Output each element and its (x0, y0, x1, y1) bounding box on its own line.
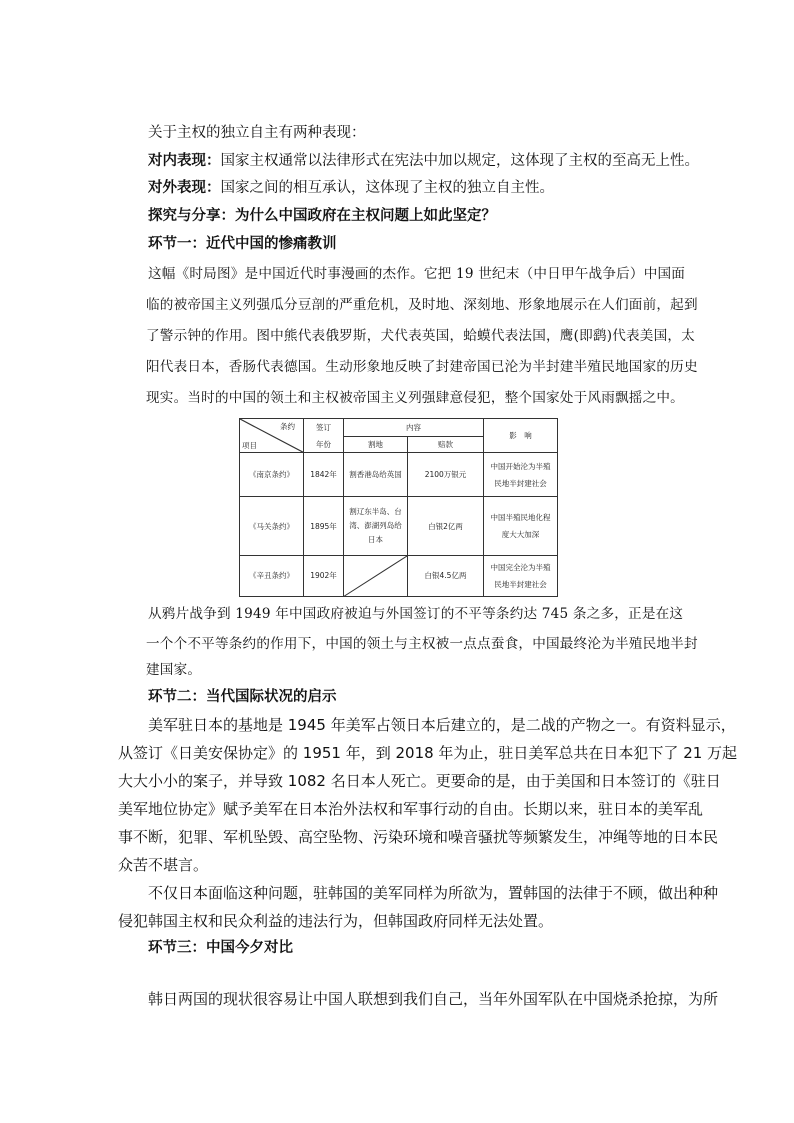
treaty-land-line: 日本 (368, 535, 383, 545)
section1-line-1: 这幅《时局图》是中国近代时事漫画的杰作。它把 19 世纪末（中日甲午战争后）中国面 (148, 266, 686, 282)
section1-line-5: 现实。当时的中国的领土和主权被帝国主义列强肆意侵犯，整个国家处于风雨飘摇之中。 (146, 390, 684, 406)
section3-title: 环节三：中国今夕对比 (148, 940, 293, 956)
outer-label: 对外表现： (148, 180, 221, 196)
treaty-year: 1895年 (304, 497, 344, 555)
section2-line-4: 美军地位协定》赋予美军在日本治外法权和军事行动的自由。长期以来，驻日本的美军乱 (118, 800, 704, 818)
treaty-table (239, 418, 558, 597)
treaty-impact (484, 497, 558, 555)
section1-line-3: 了警示钟的作用。图中熊代表俄罗斯，犬代表英国，蛤蟆代表法国，鹰(即鹞)代表美国，太 (146, 328, 695, 344)
treaty-impact-line: 民地半封建社会 (494, 478, 547, 488)
treaty-indemnity: 白银4.5亿两 (408, 555, 484, 596)
treaty-land-line: 割香港岛给英国 (349, 470, 402, 480)
impact-header: 影 响 (484, 419, 558, 453)
sign-year-header (304, 419, 344, 453)
treaty-indemnity: 2100万银元 (408, 453, 484, 497)
intro-line: 关于主权的独立自主有两种表现： (148, 125, 366, 141)
section2-line-6: 众苦不堪言。 (118, 856, 209, 874)
cede-header: 割地 (344, 437, 408, 453)
section1-line-2: 临的被帝国主义列强瓜分豆剖的严重危机，及时地、深刻地、形象地展示在人们面前，起到 (146, 297, 698, 313)
content-header: 内容 (344, 419, 484, 437)
inner-label: 对内表现： (148, 153, 221, 169)
treaty-land-empty (344, 555, 408, 596)
sign-year-header-line-1: 签订 (316, 422, 331, 432)
section2-line-8: 侵犯韩国主权和民众利益的违法行为，但韩国政府同样无法处置。 (118, 912, 554, 930)
treaty-impact-line: 中国半殖民地化程 (490, 513, 551, 523)
treaty-impact-line: 度大大加深 (501, 530, 540, 540)
sign-year-header-line-2: 年份 (316, 439, 331, 449)
treaty-impact-line: 民地半封建社会 (494, 579, 547, 589)
inner-expression (148, 151, 699, 171)
treaty-impact-line: 中国完全沦为半殖 (490, 562, 551, 572)
treaty-year: 1842年 (304, 453, 344, 497)
question-heading: 探究与分享：为什么中国政府在主权问题上如此坚定？ (148, 208, 496, 224)
section2-line-3: 大大小小的案子，并导致 1082 名日本人死亡。更要命的是，由于美国和日本签订的《驻日 (118, 772, 721, 790)
table-row (240, 453, 558, 497)
treaty-indemnity: 白银2亿两 (408, 497, 484, 555)
section2-line-1: 美军驻日本的基地是 1945 年美军占领日本后建立的，是二战的产物之一。有资料显示， (148, 716, 736, 734)
treaty-year: 1902年 (304, 555, 344, 596)
table-corner-header (240, 419, 304, 453)
section1-line-4: 阳代表日本，香肠代表德国。生动形象地反映了封建帝国已沦为半封建半殖民地国家的历史 (146, 359, 698, 375)
treaty-land (344, 453, 408, 497)
section1-after-line-2: 一个个不平等条约的作用下，中国的领土与主权被一点点蚕食，中国最终沦为半殖民地半封 (146, 636, 698, 652)
table-row (240, 497, 558, 555)
section2-line-5: 事不断，犯罪、军机坠毁、高空坠物、污染环境和噪音骚扰等频繁发生，冲绳等地的日本民 (118, 828, 719, 846)
inner-text: 国家主权通常以法律形式在宪法中加以规定，这体现了主权的至高无上性。 (220, 153, 699, 169)
section1-after-line-3: 建国家。 (146, 662, 202, 678)
section2-line-7: 不仅日本面临这种问题，驻韩国的美军同样为所欲为，置韩国的法律于不顾，做出种种 (148, 884, 719, 902)
outer-expression (148, 178, 554, 198)
treaty-name: 《南京条约》 (240, 453, 304, 497)
section2-title: 环节二：当代国际状况的启示 (148, 689, 337, 705)
section1-title: 环节一：近代中国的惨痛教训 (148, 236, 337, 252)
corner-top-label: 条约 (280, 421, 295, 431)
indemnity-header: 赔款 (408, 437, 484, 453)
treaty-impact (484, 555, 558, 596)
section2-line-2: 从签订《日美安保协定》的 1951 年，到 2018 年为止，驻日美军总共在日本犯下了 21 万起 (118, 744, 738, 762)
corner-bottom-label: 项目 (242, 440, 257, 450)
treaty-land-line: 湾、澎湖列岛给 (349, 521, 402, 531)
treaty-name: 《辛丑条约》 (240, 555, 304, 596)
treaty-impact (484, 453, 558, 497)
treaty-impact-line: 中国开始沦为半殖 (490, 461, 551, 471)
treaty-land (344, 497, 408, 555)
section1-after-line-1: 从鸦片战争到 1949 年中国政府被迫与外国签订的不平等条约达 745 条之多，正是在这 (148, 606, 684, 622)
treaty-name: 《马关条约》 (240, 497, 304, 555)
outer-text: 国家之间的相互承认，这体现了主权的独立自主性。 (220, 180, 554, 196)
section3-line-1: 韩日两国的现状很容易让中国人联想到我们自己，当年外国军队在中国烧杀抢掠，为所 (148, 990, 719, 1008)
table-row (240, 555, 558, 596)
treaty-land-line: 割辽东半岛、台 (349, 507, 402, 517)
